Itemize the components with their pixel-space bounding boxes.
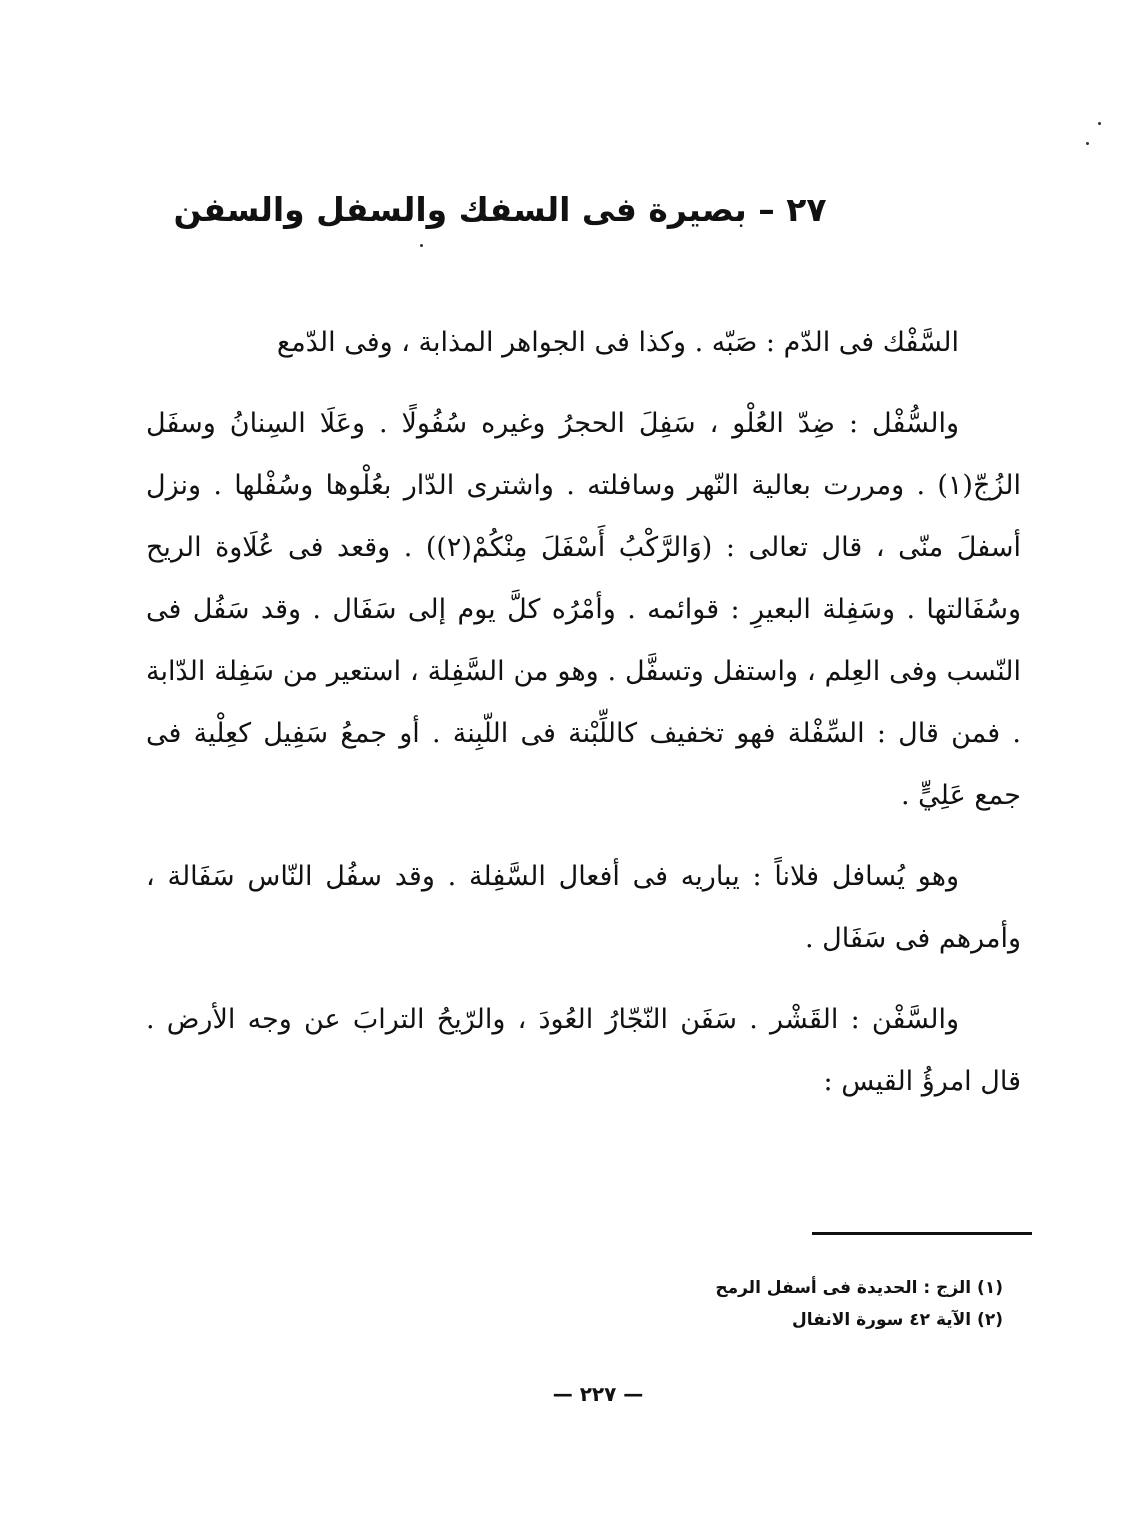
paragraph-safn: والسَّفْن : القَشْر . سَفَن النّجّارُ العُودَ ، والرّيحُ الترابَ عن وجه الأرض . قال امرؤُ القيس :	[146, 1004, 1021, 1097]
footnote-divider	[812, 1232, 1032, 1235]
footnotes	[503, 1272, 1003, 1336]
scan-speck	[420, 244, 423, 247]
footnote-1: (١) الزج : الحديدة فى أسفل الرمح	[715, 1278, 1003, 1298]
footnote-2: (٢) الآية ٤٢ سورة الانفال	[791, 1310, 1003, 1330]
scan-speck	[1086, 142, 1089, 145]
paragraph-sufl: والسُّفْل : ضِدّ العُلْو ، سَفِلَ الحجرُ وغيره سُفُولًا . وعَلَا السِنانُ وسفَل الزُجّ(١) . ومررت بعالية النّهر وسافلته . واشترى الدّار بعُلْوها وسُفْلها . ونزل أسفلَ منّى ، قال تعالى : (وَالرَّكْبُ أَسْفَلَ مِنْكُمْ(٢)) . وقعد فى عُلَاوة الريح وسُفَالتها . وسَفِلة البعيرِ : قوائمه . وأمْرُه كلَّ يوم إلى سَفَال . وقد سَفُل فى النّسب وفى العِلم ، واستفل وتسفَّل . وهو من السَّفِلة ، استعير من سَفِلة الدّابة . فمن قال : السِّفْلة فهو تخفيف كاللِّبْنة فى اللّبِنة . أو جمعُ سَفِيل كعِلْية فى جمع عَلِيٍّ .	[146, 408, 1021, 811]
body-text	[146, 312, 1021, 1132]
section-title: ٢٧ – بصيرة فى السفك والسفل والسفن	[173, 190, 827, 229]
scan-speck	[1098, 122, 1101, 125]
page-number: — ٢٢٧ —	[552, 1382, 644, 1406]
paragraph-safk: السَّفْك فى الدّم : صَبّه . وكذا فى الجواهر المذابة ، وفى الدّمع	[276, 327, 959, 358]
paragraph-yusafil: وهو يُسافل فلاناً : يباريه فى أفعال السَّفِلة . وقد سفُل النّاس سَفَالة ، وأمرهم فى سَفَال .	[146, 861, 1021, 954]
